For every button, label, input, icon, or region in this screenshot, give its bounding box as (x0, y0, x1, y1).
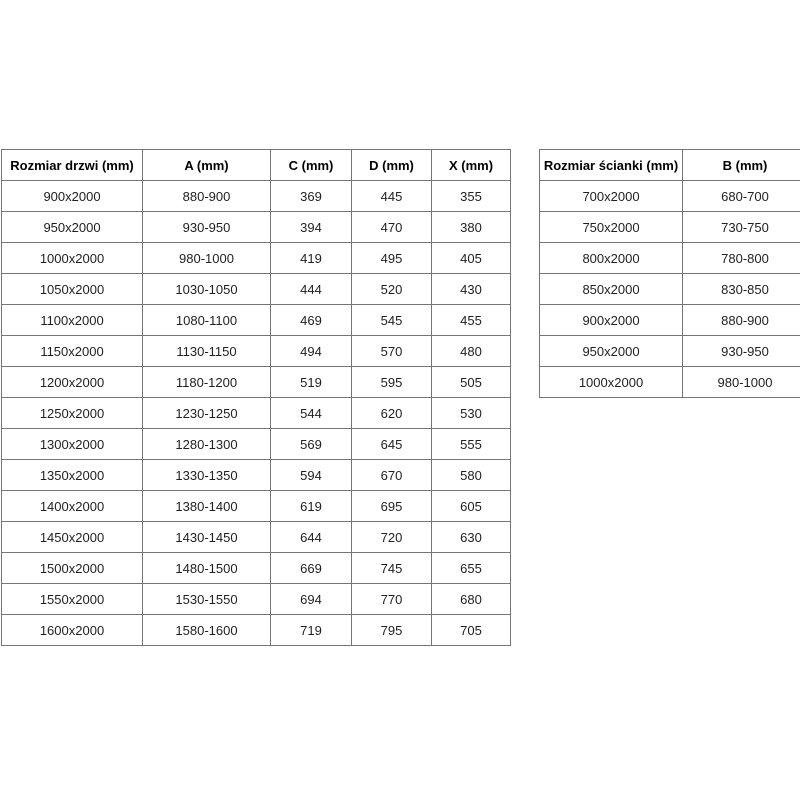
wall-dimensions-table (539, 149, 800, 398)
table-cell: 1150x2000 (2, 336, 143, 367)
table-cell: 520 (352, 274, 432, 305)
table-cell: 800x2000 (540, 243, 683, 274)
table-row (2, 274, 511, 305)
table-cell: 480 (432, 336, 511, 367)
table-cell: 1130-1150 (143, 336, 271, 367)
table-cell: 1000x2000 (540, 367, 683, 398)
table-cell: 1080-1100 (143, 305, 271, 336)
table-cell: 669 (271, 553, 352, 584)
table-cell: 900x2000 (540, 305, 683, 336)
table-cell: 950x2000 (2, 212, 143, 243)
table-cell: 569 (271, 429, 352, 460)
table-cell: 980-1000 (143, 243, 271, 274)
table-cell: 795 (352, 615, 432, 646)
table-cell: 980-1000 (683, 367, 800, 398)
table-cell: 394 (271, 212, 352, 243)
header-row (2, 150, 511, 181)
table-cell: 780-800 (683, 243, 800, 274)
header-row (540, 150, 800, 181)
column-header: C (mm) (271, 150, 352, 181)
table-cell: 730-750 (683, 212, 800, 243)
table-cell: 1330-1350 (143, 460, 271, 491)
table-row (540, 212, 800, 243)
table-cell: 750x2000 (540, 212, 683, 243)
table-cell: 1300x2000 (2, 429, 143, 460)
table-cell: 445 (352, 181, 432, 212)
table-cell: 355 (432, 181, 511, 212)
table-cell: 644 (271, 522, 352, 553)
table-cell: 430 (432, 274, 511, 305)
table-cell: 1180-1200 (143, 367, 271, 398)
table-cell: 570 (352, 336, 432, 367)
table-row (2, 181, 511, 212)
table-row (2, 336, 511, 367)
table-cell: 1100x2000 (2, 305, 143, 336)
column-header: B (mm) (683, 150, 800, 181)
table-row (540, 274, 800, 305)
table-cell: 1480-1500 (143, 553, 271, 584)
column-header: A (mm) (143, 150, 271, 181)
table-cell: 1230-1250 (143, 398, 271, 429)
table-cell: 444 (271, 274, 352, 305)
table-cell: 1580-1600 (143, 615, 271, 646)
table-cell: 1450x2000 (2, 522, 143, 553)
table-row (2, 367, 511, 398)
table-row (2, 398, 511, 429)
table-cell: 455 (432, 305, 511, 336)
table-cell: 830-850 (683, 274, 800, 305)
table-cell: 1500x2000 (2, 553, 143, 584)
table-cell: 1380-1400 (143, 491, 271, 522)
table-cell: 405 (432, 243, 511, 274)
table-cell: 1430-1450 (143, 522, 271, 553)
table-cell: 719 (271, 615, 352, 646)
table-cell: 705 (432, 615, 511, 646)
table-row (2, 243, 511, 274)
table-cell: 655 (432, 553, 511, 584)
table-row (540, 305, 800, 336)
table-cell: 880-900 (683, 305, 800, 336)
table-cell: 770 (352, 584, 432, 615)
table-row (2, 615, 511, 646)
column-header: Rozmiar drzwi (mm) (2, 150, 143, 181)
table-cell: 695 (352, 491, 432, 522)
table-cell: 680 (432, 584, 511, 615)
column-header: D (mm) (352, 150, 432, 181)
table-cell: 645 (352, 429, 432, 460)
door-dimensions-table (1, 149, 511, 646)
table-row (2, 460, 511, 491)
table-row (540, 243, 800, 274)
table-cell: 555 (432, 429, 511, 460)
table-cell: 850x2000 (540, 274, 683, 305)
table-cell: 630 (432, 522, 511, 553)
table-cell: 530 (432, 398, 511, 429)
table-cell: 694 (271, 584, 352, 615)
table-cell: 1550x2000 (2, 584, 143, 615)
table-row (2, 584, 511, 615)
table-row (540, 336, 800, 367)
table-cell: 419 (271, 243, 352, 274)
table-cell: 469 (271, 305, 352, 336)
table-row (2, 305, 511, 336)
table-cell: 950x2000 (540, 336, 683, 367)
table-cell: 545 (352, 305, 432, 336)
table-row (2, 212, 511, 243)
table-cell: 619 (271, 491, 352, 522)
table-cell: 580 (432, 460, 511, 491)
table-cell: 930-950 (683, 336, 800, 367)
table-cell: 1030-1050 (143, 274, 271, 305)
table-cell: 1250x2000 (2, 398, 143, 429)
column-header: X (mm) (432, 150, 511, 181)
table-cell: 1530-1550 (143, 584, 271, 615)
table-cell: 670 (352, 460, 432, 491)
table-cell: 544 (271, 398, 352, 429)
table-cell: 1200x2000 (2, 367, 143, 398)
table-cell: 380 (432, 212, 511, 243)
table-cell: 494 (271, 336, 352, 367)
table-row (2, 491, 511, 522)
table-cell: 1600x2000 (2, 615, 143, 646)
table-row (2, 522, 511, 553)
table-cell: 505 (432, 367, 511, 398)
table-cell: 745 (352, 553, 432, 584)
table-cell: 1350x2000 (2, 460, 143, 491)
table-cell: 880-900 (143, 181, 271, 212)
table-row (540, 181, 800, 212)
table-cell: 369 (271, 181, 352, 212)
table-cell: 605 (432, 491, 511, 522)
table-cell: 720 (352, 522, 432, 553)
table-cell: 620 (352, 398, 432, 429)
table-cell: 594 (271, 460, 352, 491)
table-cell: 495 (352, 243, 432, 274)
table-cell: 930-950 (143, 212, 271, 243)
table-cell: 1050x2000 (2, 274, 143, 305)
table-row (2, 429, 511, 460)
table-cell: 595 (352, 367, 432, 398)
table-cell: 700x2000 (540, 181, 683, 212)
table-cell: 470 (352, 212, 432, 243)
table-row (540, 367, 800, 398)
table-cell: 1280-1300 (143, 429, 271, 460)
table-cell: 519 (271, 367, 352, 398)
table-row (2, 553, 511, 584)
table-cell: 1000x2000 (2, 243, 143, 274)
column-header: Rozmiar ścianki (mm) (540, 150, 683, 181)
table-cell: 680-700 (683, 181, 800, 212)
table-cell: 1400x2000 (2, 491, 143, 522)
table-cell: 900x2000 (2, 181, 143, 212)
